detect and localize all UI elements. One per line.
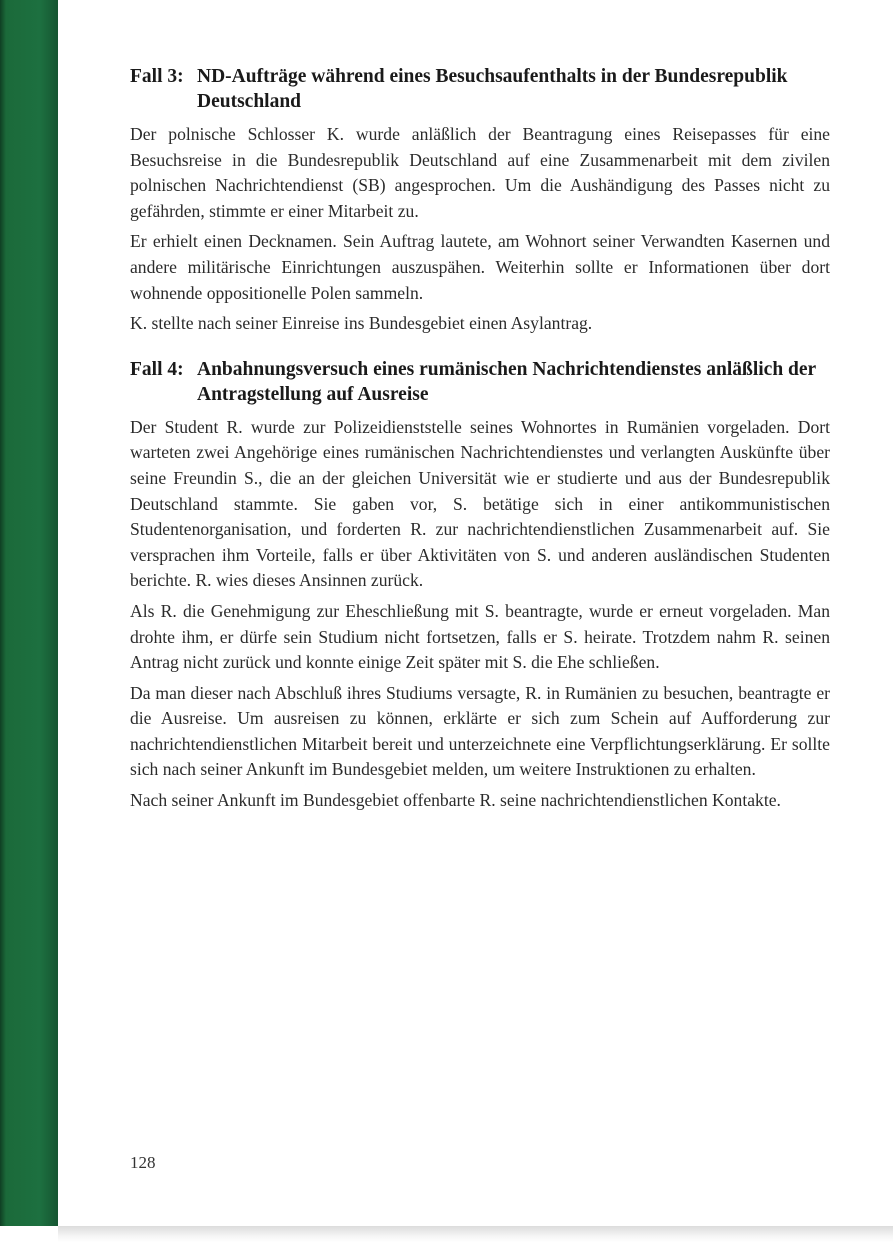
page-number: 128: [130, 1153, 156, 1172]
case-3-heading: [130, 64, 830, 114]
case-3-label: Fall 3:: [130, 66, 184, 87]
case-4-paragraph: Als R. die Genehmigung zur Eheschließung mit S. beantragte, wurde er erneut vorgeladen. Man drohte ihm, er dürfe sein Studium nicht fortsetzen, falls er S. heirate. Trotzdem nahm R. seinen Antrag nicht zurück und konnte einige Zeit später mit S. die Ehe schließen.: [130, 600, 830, 673]
case-3-title: ND-Aufträge während eines Besuchsaufenthalts in der Bundesrepublik Deutschland: [197, 66, 788, 112]
green-margin-bar: [0, 0, 58, 1226]
case-4-label: Fall 4:: [130, 358, 184, 380]
case-4-title: Anbahnungsversuch eines rumänischen Nachrichtendienstes anläßlich der Antragstellung auf Ausreise: [197, 358, 816, 405]
case-4-heading: [130, 357, 830, 407]
page-content: [130, 64, 830, 819]
case-4-paragraph: Da man dieser nach Abschluß ihres Studiums versagte, R. in Rumänien zu besuchen, beantragte er die Ausreise. Um ausreisen zu können, erklärte er sich zum Schein auf Aufforderung zur nachrichtendienstlichen Mitarbeit bereit und unterzeichnete eine Verpflichtungserklärung. Er sollte sich nach seiner Ankunft im Bundesgebiet melden, um weitere Instruktionen zu erhalten.: [130, 682, 830, 780]
case-3-paragraph: Er erhielt einen Decknamen. Sein Auftrag lautete, am Wohnort seiner Verwandten Kasernen und andere militärische Einrichtungen auszuspähen. Weiterhin sollte er Informationen über dort wohnende oppositionelle Polen sammeln.: [130, 231, 830, 303]
case-3-paragraph: Der polnische Schlosser K. wurde anläßlich der Beantragung eines Reisepasses für eine Besuchsreise in die Bundesrepublik Deutschland auf eine Zusammenarbeit mit dem zivilen polnischen Nachrichtendienst (SB) angesprochen. Um die Aushändigung des Passes nicht zu gefährden, stimmte er einer Mitarbeit zu.: [130, 124, 830, 221]
case-4-paragraph: Nach seiner Ankunft im Bundesgebiet offenbarte R. seine nachrichtendienstlichen Kontakte.: [130, 790, 781, 811]
case-4-paragraph: Der Student R. wurde zur Polizeidienststelle seines Wohnortes in Rumänien vorgeladen. Dort warteten zwei Angehörige eines rumänischen Nachrichtendienstes und verlangten Auskünfte über seine Freundin S., die an der gleichen Universität wie er studierte und aus der Bundesrepublik Deutschland stammte. Sie gaben vor, S. betätige sich in einer antikommunistischen Studentenorganisation, und forderten R. zur nachrichtendienstlichen Zusammenarbeit auf. Sie versprachen ihm Vorteile, falls er über Aktivitäten von S. und anderen ausländischen Studenten berichte. R. wies dieses Ansinnen zurück.: [130, 416, 830, 591]
page-bottom-edge: [58, 1226, 893, 1242]
case-3-paragraph: K. stellte nach seiner Einreise ins Bundesgebiet einen Asylantrag.: [130, 313, 593, 334]
